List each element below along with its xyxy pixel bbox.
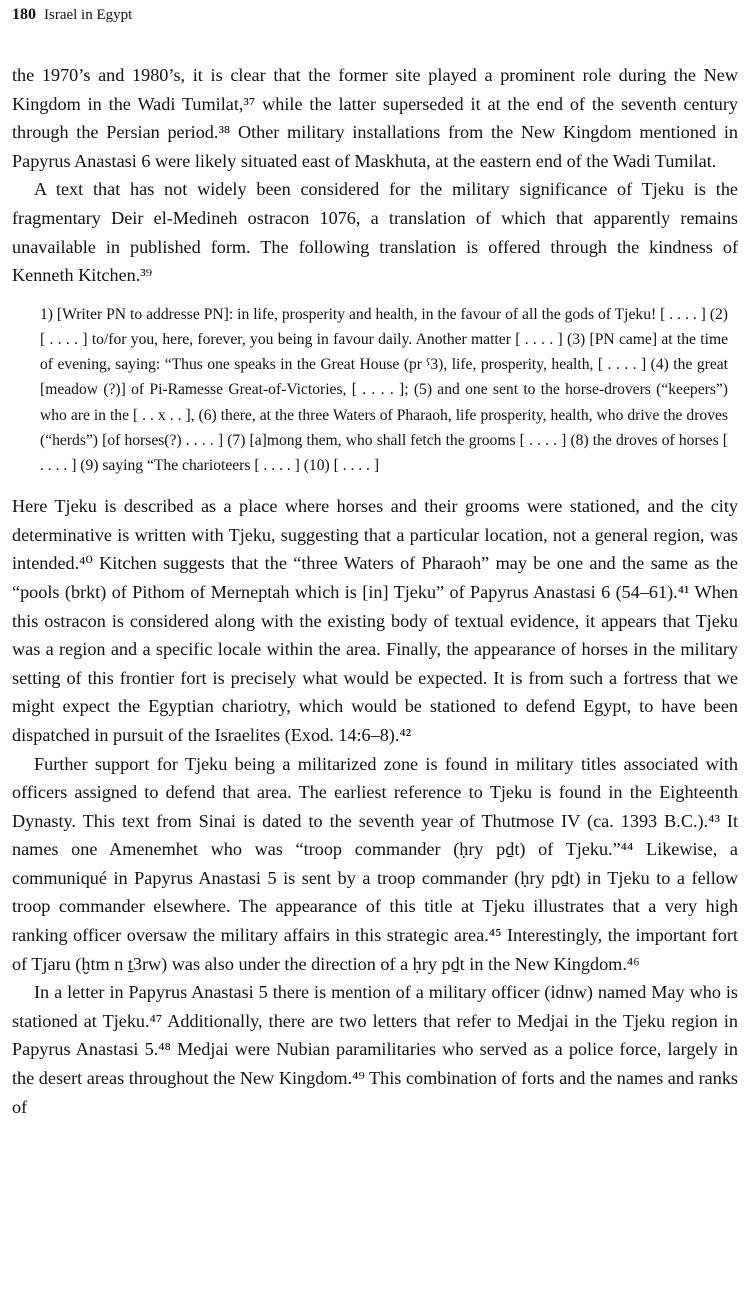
paragraph-4: Further support for Tjeku being a militarized zone is found in military titles associated with officers assigned to defend that area. The earliest reference to Tjeku is found in the Eighteenth Dynasty. This text from Sinai is dated to the seventh year of Thutmose IV (ca. 1393 B.C.).⁴³ It names one Amenemhet who was “troop commander (ḥry pḏt) of Tjeku.”⁴⁴ Likewise, a communiqué in Papyrus Anastasi 5 is sent by a troop commander (ḥry pḏt) in Tjeku to a fellow troop commander elsewhere. The appearance of this title at Tjeku illustrates that a very high ranking officer oversaw the military affairs in this strategic area.⁴⁵ Interestingly, the important fort of Tjaru (ḫtm n ṯ3rw) was also under the direction of a ḥry pḏt in the New Kingdom.⁴⁶ [12, 753, 738, 974]
page-number: 180 [12, 6, 36, 23]
running-header [12, 6, 738, 36]
paragraph-2: A text that has not widely been considered for the military significance of Tjeku is the fragmentary Deir el-Medineh ostracon 1076, a translation of which that apparently remains unavailable in published form. The following translation is offered through the kindness of Kenneth Kitchen.³⁹ [12, 179, 738, 286]
ostracon-translation-extract [40, 302, 728, 478]
running-title: Israel in Egypt [44, 7, 133, 23]
extract-text: 1) [Writer PN to addresse PN]: in life, prosperity and health, in the favour of all the gods of Tjeku! [ . . . . ] (2) [ . . . . ] to/for you, here, forever, you being in favour daily. Another matter [ . . . . ] (3) [PN came] at the time of evening, saying: “Thus one speaks in the Great House (pr ˁ3), life, prosperity, health, [ . . . . ] (4) the great [meadow (?)] of Pi-Ramesse Great-of-Victories, [ . . . . ]; (5) and one sent to the horse-drovers (“keepers”) who are in the [ . . x . . ], (6) there, at the three Waters of Pharaoh, life prosperity, health, who drive the droves (“herds”) [of horses(?) . . . . ] (7) [a]mong them, who shall fetch the grooms [ . . . . ] (8) the droves of horses [ . . . . ] (9) saying “The charioteers [ . . . . ] (10) [ . . . . ] [40, 305, 728, 474]
paragraph-1: the 1970’s and 1980’s, it is clear that the former site played a prominent role during the New Kingdom in the Wadi Tumilat,³⁷ while the latter superseded it at the end of the seventh century through the Persian period.³⁸ Other military installations from the New Kingdom mentioned in Papyrus Anastasi 6 were likely situated east of Maskhuta, at the eastern end of the Wadi Tumilat. [12, 65, 738, 171]
body-text [12, 61, 738, 1121]
paragraph-3: Here Tjeku is described as a place where horses and their grooms were stationed, and the city determinative is written with Tjeku, suggesting that a particular location, not a general region, was intended.⁴⁰ Kitchen suggests that the “three Waters of Pharaoh” may be one and the same as the “pools (brkt) of Pithom of Merneptah which is [in] Tjeku” of Papyrus Anastasi 6 (54–61).⁴¹ When this ostracon is considered along with the existing body of textual evidence, it appears that Tjeku was a region and a specific locale within the area. Finally, the appearance of horses in the military setting of this frontier fort is precisely what would be expected. It is from such a fortress that we might expect the Egyptian chariotry, which would be stationed to defend Egypt, to have been dispatched in pursuit of the Israelites (Exod. 14:6–8).⁴² [12, 496, 738, 745]
paragraph-5: In a letter in Papyrus Anastasi 5 there is mention of a military officer (idnw) named May who is stationed at Tjeku.⁴⁷ Additionally, there are two letters that refer to Medjai in the Tjeku region in Papyrus Anastasi 5.⁴⁸ Medjai were Nubian paramilitaries who served as a police force, largely in the desert areas throughout the New Kingdom.⁴⁹ This combination of forts and the names and ranks of [12, 982, 738, 1117]
